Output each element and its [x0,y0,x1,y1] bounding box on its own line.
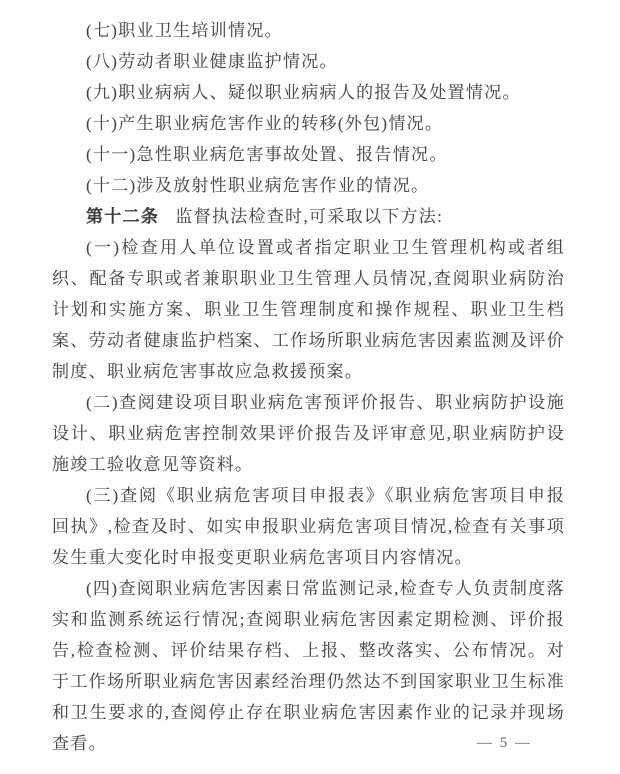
list-item: (十)产生职业病危害作业的转移(外包)情况。 [86,114,444,133]
clause-paragraph: (三)查阅《职业病危害项目申报表》《职业病危害项目申报回执》,检查及时、如实申报职业病危害项目情况,检查有关事项发生重大变化时申报变更职业病危害项目内容情况。 [52,486,565,567]
article-number: 第十二条 [86,207,160,226]
list-item: (十一)急性职业病危害事故处置、报告情况。 [86,145,448,164]
clause-paragraph: (一)检查用人单位设置或者指定职业卫生管理机构或者组织、配备专职或者兼职职业卫生管理人员情况,查阅职业病防治计划和实施方案、职业卫生管理制度和操作规程、职业卫生档案、劳动者健康监护档案、工作场所职业病危害因素监测及评价制度、职业病危害事故应急救援预案。 [52,238,565,381]
page-footer [477,735,532,752]
article-paragraph [52,201,565,232]
list-item: (九)职业病病人、疑似职业病病人的报告及处置情况。 [86,83,521,102]
list-item: (十二)涉及放射性职业病危害作业的情况。 [86,176,430,195]
clause-paragraph: (四)查阅职业病危害因素日常监测记录,检查专人负责制度落实和监测系统运行情况;查阅职业病危害因素定期检测、评价报告,检查检测、评价结果存档、上报、整改落实、公布情况。对于工作场所职业病危害因素经治理仍然达不到国家职业卫生标准和卫生要求的,查阅停止存在职业病危害因素作业的记录并现场查看。 [52,579,565,753]
document-body [52,15,565,759]
clause-paragraph: (二)查阅建设项目职业病危害预评价报告、职业病防护设施设计、职业病危害控制效果评价报告及评审意见,职业病防护设施竣工验收意见等资料。 [52,393,565,474]
page-number: — 5 — [477,735,532,751]
article-text: 监督执法检查时,可采取以下方法: [175,207,444,226]
list-item: (八)劳动者职业健康监护情况。 [86,52,338,71]
list-item: (七)职业卫生培训情况。 [86,21,283,40]
